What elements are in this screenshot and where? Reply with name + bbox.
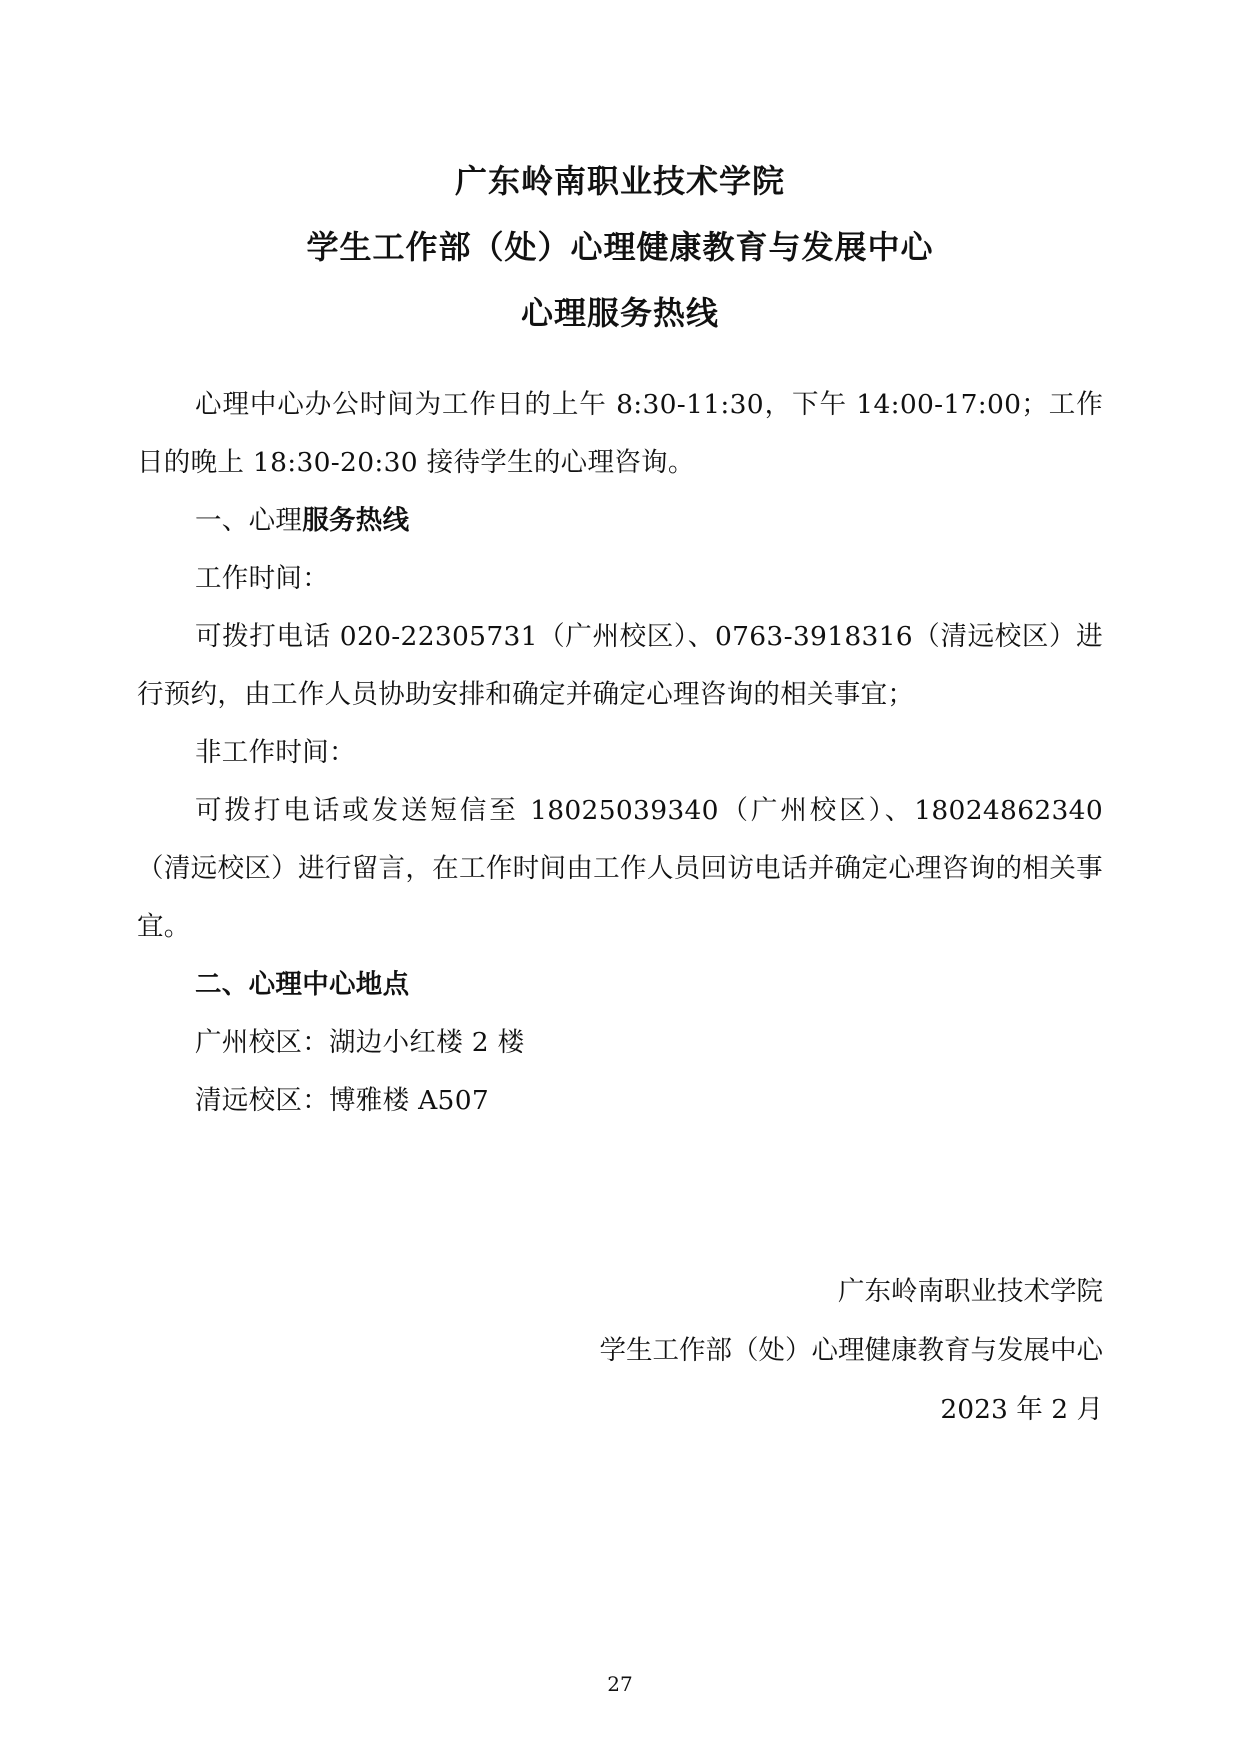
- title-hotline: 心理服务热线: [520, 294, 719, 332]
- signature-institution: 广东岭南职业技术学院: [838, 1276, 1103, 1307]
- document-body: [137, 376, 1103, 1130]
- off-time-paragraph: 可拨打电话或发送短信至 18025039340（广州校区）、18024862340（清远校区）进行留言，在工作时间由工作人员回访电话并确定心理咨询的相关事宜。: [137, 795, 1103, 942]
- title-department: 学生工作部（处）心理健康教育与发展中心: [306, 228, 934, 266]
- signature-date: 2023 年 2 月: [940, 1394, 1103, 1425]
- signature-department: 学生工作部（处）心理健康教育与发展中心: [599, 1335, 1103, 1366]
- work-time-label: 工作时间：: [195, 563, 329, 594]
- section1-heading-bold: 服务热线: [302, 505, 410, 536]
- section1-heading: [137, 492, 1103, 550]
- qingyuan-location: 清远校区：博雅楼 A507: [195, 1085, 490, 1116]
- work-time-paragraph: 可拨打电话 020-22305731（广州校区）、0763-3918316（清远校区）进行预约，由工作人员协助安排和确定并确定心理咨询的相关事宜；: [137, 621, 1103, 710]
- section1-heading-prefix: 一、心理: [195, 505, 303, 536]
- off-time-label: 非工作时间：: [195, 737, 356, 768]
- intro-paragraph: 心理中心办公时间为工作日的上午 8:30-11:30，下午 14:00-17:00；工作日的晚上 18:30-20:30 接待学生的心理咨询。: [137, 389, 1103, 478]
- page-number: 27: [607, 1672, 633, 1696]
- title-institution: 广东岭南职业技术学院: [454, 162, 785, 200]
- guangzhou-location: 广州校区：湖边小红楼 2 楼: [195, 1027, 525, 1058]
- section2-heading: 二、心理中心地点: [195, 969, 410, 1000]
